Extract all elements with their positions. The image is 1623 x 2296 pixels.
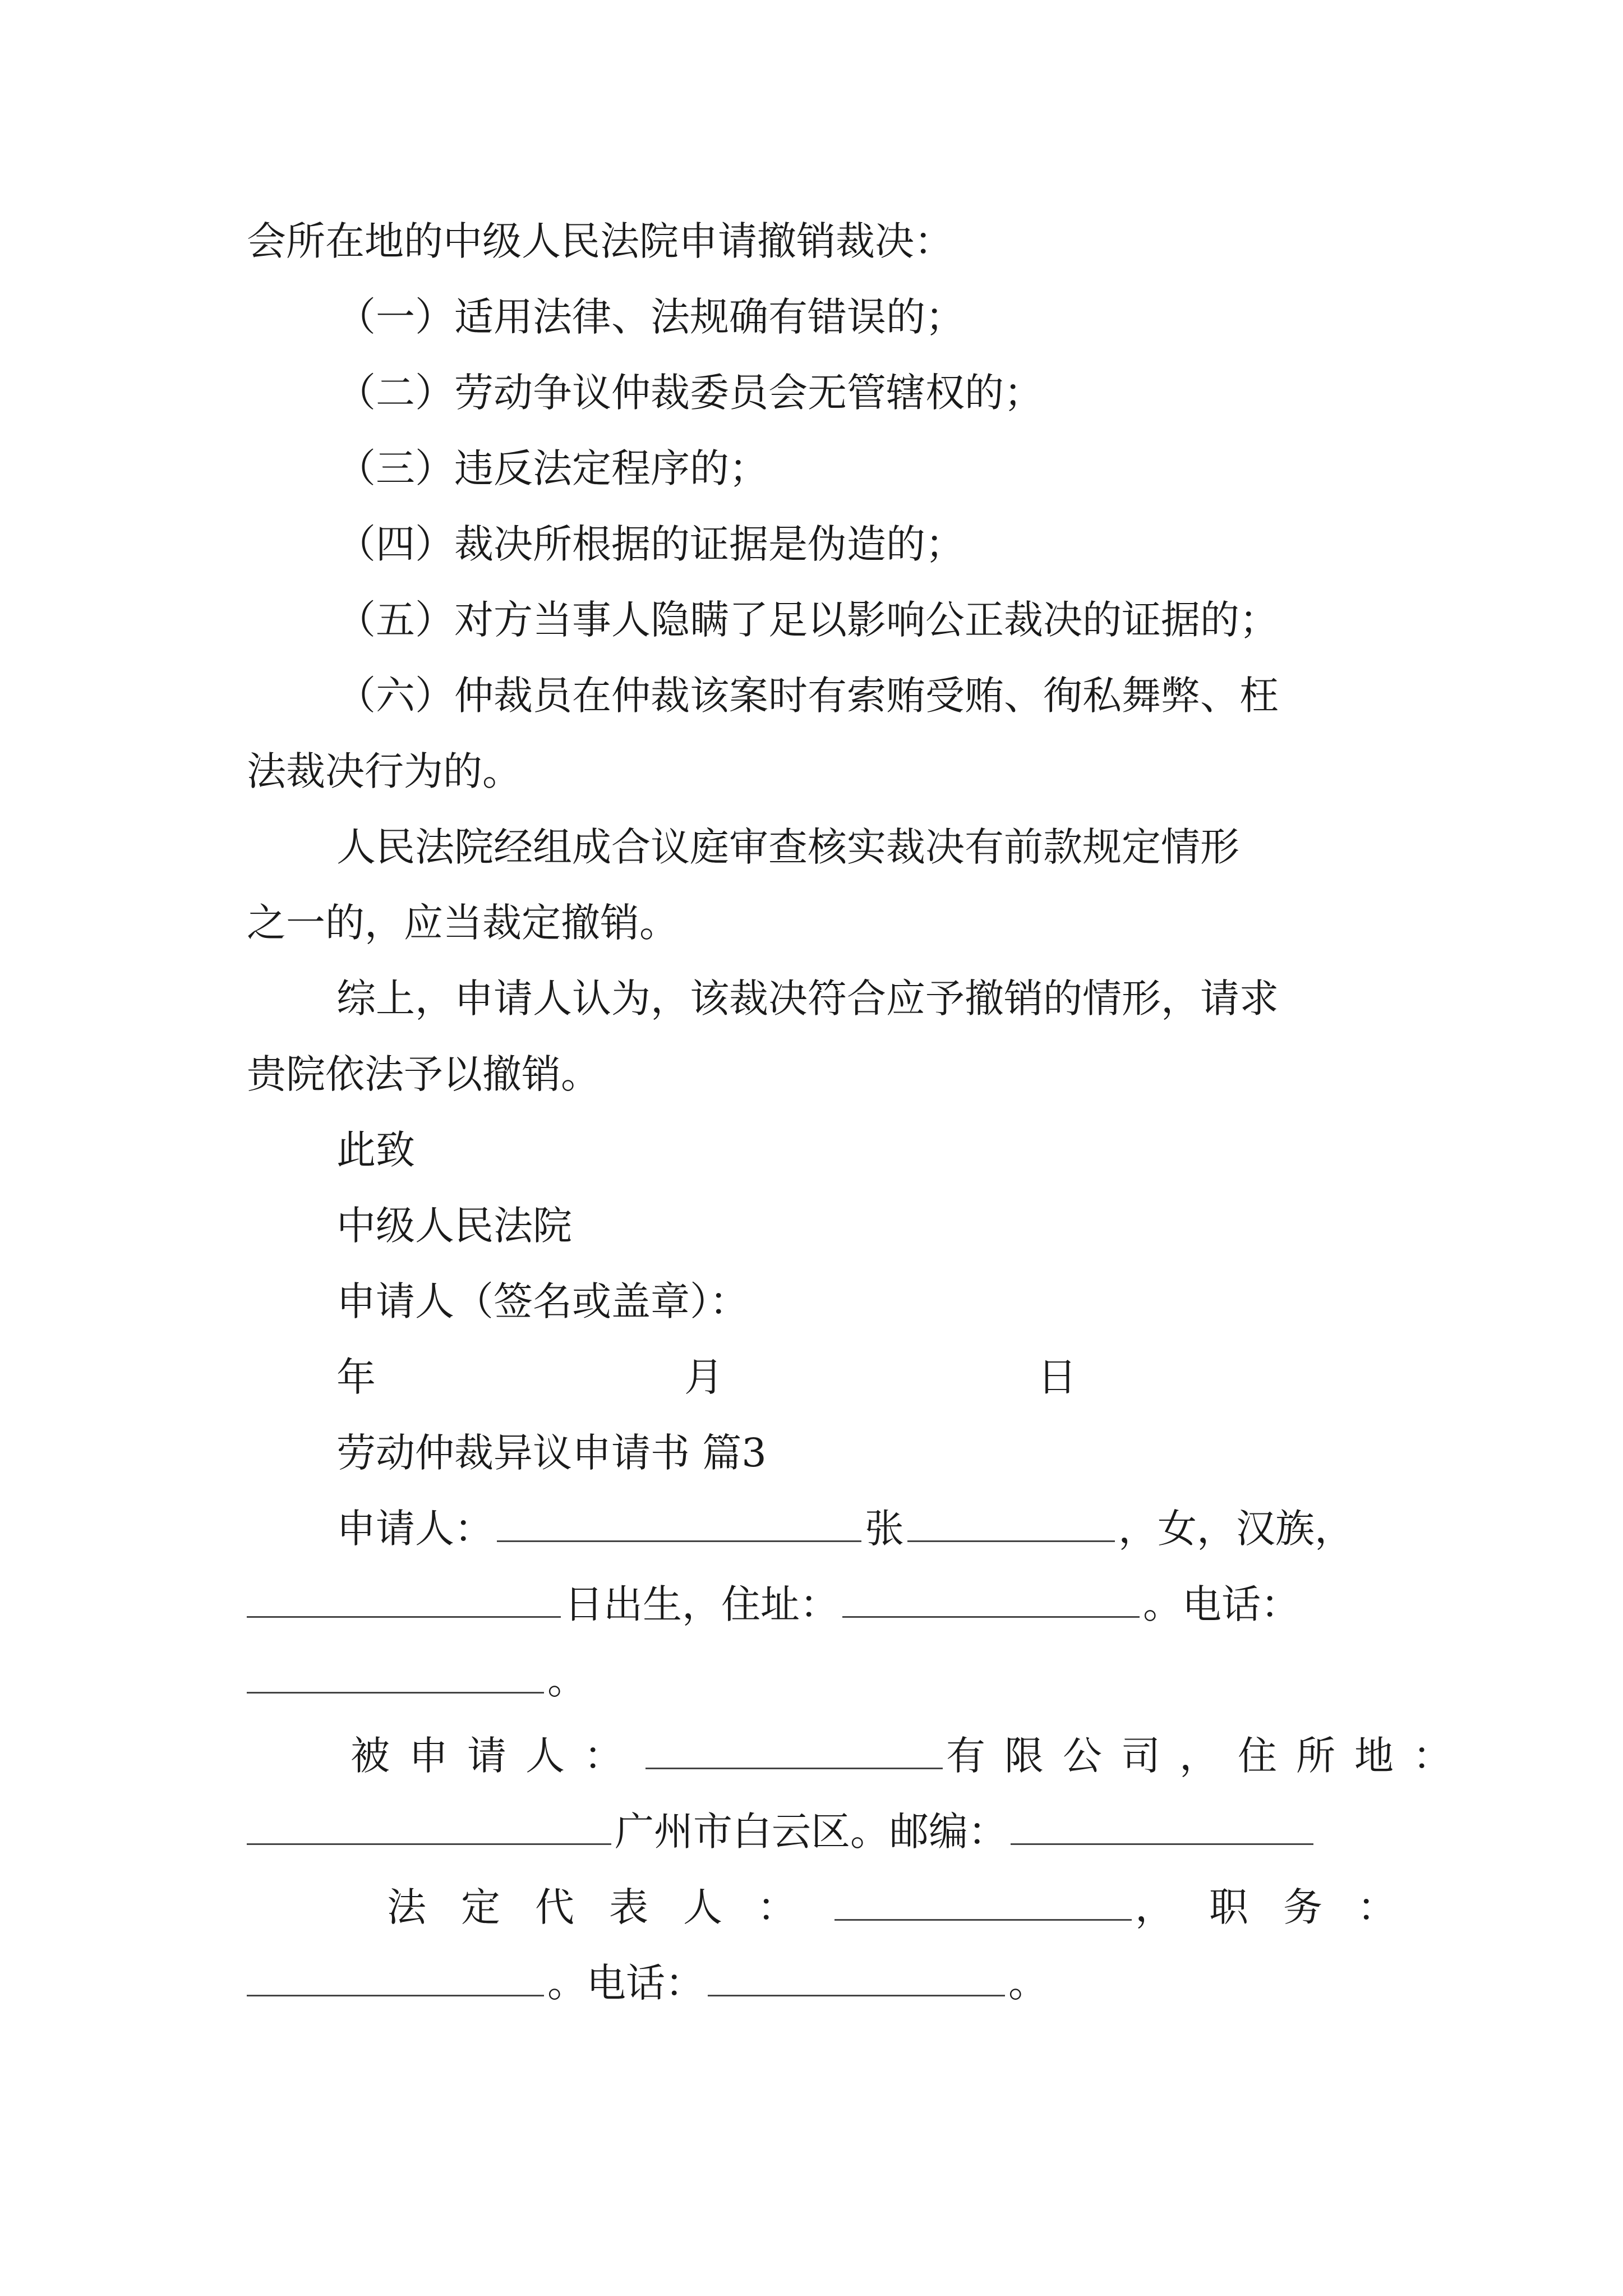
list-item: （五）对方当事人隐瞒了足以影响公正裁决的证据的； [336,597,1279,643]
salutation: 此致 [336,1127,415,1173]
date-day: 日 [1038,1354,1077,1400]
legal-rep-phone-blank[interactable] [708,1963,1005,1996]
respondent-city: 广州市白云区。邮编： [615,1809,1007,1855]
list-item: （三）违反法定程序的； [336,445,768,491]
birth-date-blank[interactable] [247,1585,561,1618]
legal-rep-line [387,1884,1431,1930]
list-item: （一）适用法律、法规确有错误的； [336,294,965,340]
applicant-line [336,1506,1354,1552]
addressee: 中级人民法院 [336,1203,572,1249]
respondent-company: 有限公司，住所地： [946,1733,1471,1779]
address-blank[interactable] [842,1585,1140,1618]
legal-rep-line-2 [247,1960,1048,2006]
list-item: （二）劳动争议仲裁委员会无管辖权的； [336,370,1043,416]
signature-line: 申请人（签名或盖章）： [336,1278,749,1324]
applicant-end: 。 [547,1657,587,1703]
applicant-line-2 [247,1581,1300,1627]
position-blank[interactable] [247,1963,544,1996]
applicant-label: 申请人： [336,1506,494,1552]
paragraph-line: 贵院依法予以撤销。 [247,1051,600,1097]
respondent-line [351,1733,1471,1779]
paragraph-line: 之一的，应当裁定撤销。 [247,900,679,946]
respondent-label: 被申请人： [351,1733,642,1779]
applicant-surname: 张 [865,1506,904,1552]
paragraph-line: 会所在地的中级人民法院申请撤销裁决： [247,218,953,264]
list-item: （四）裁决所根据的证据是伪造的； [336,521,965,567]
legal-rep-phone-label: 。电话： [547,1960,704,2006]
respondent-name-blank[interactable] [645,1736,943,1769]
respondent-line-2 [247,1809,1317,1855]
applicant-birth-label: 日出生，住址： [564,1581,839,1627]
date-month: 月 [684,1354,723,1400]
applicant-given-name-blank[interactable] [907,1509,1115,1542]
legal-rep-position: ，职务： [1135,1884,1431,1930]
applicant-name-blank[interactable] [497,1509,861,1542]
postcode-blank[interactable] [1011,1812,1313,1845]
applicant-line-3 [247,1657,587,1703]
list-item: （六）仲裁员在仲裁该案时有索贿受贿、徇私舞弊、枉 [336,673,1279,719]
section-title: 劳动仲裁异议申请书 篇3 [336,1430,767,1476]
legal-rep-end: 。 [1008,1960,1048,2006]
paragraph-line: 综上，申请人认为，该裁决符合应予撤销的情形，请求 [336,976,1279,1022]
date-year: 年 [336,1354,376,1400]
respondent-address-blank[interactable] [247,1812,611,1845]
applicant-phone-label: 。电话： [1143,1581,1300,1627]
paragraph-line: 人民法院经组成合议庭审查核实裁决有前款规定情形 [336,824,1239,870]
applicant-gender-ethnic: ，女，汉族， [1118,1506,1354,1552]
applicant-phone-blank[interactable] [247,1660,544,1694]
paragraph-line: 法裁决行为的。 [247,748,522,794]
legal-rep-name-blank[interactable] [834,1888,1132,1921]
legal-rep-label: 法定代表人： [387,1884,831,1930]
